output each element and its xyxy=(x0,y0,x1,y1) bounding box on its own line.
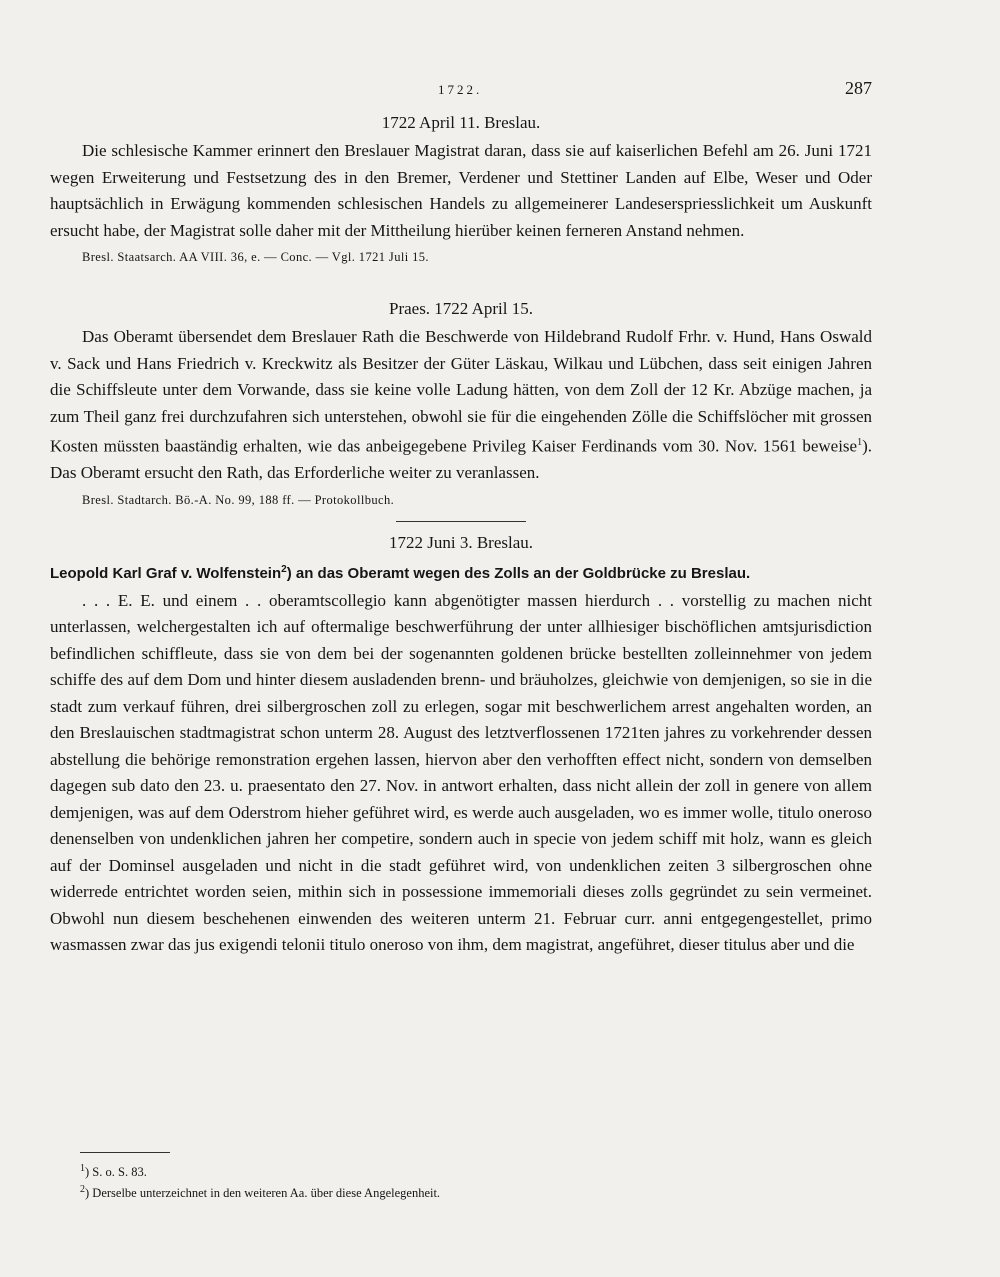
letter-title xyxy=(50,558,872,586)
footnote-1 xyxy=(80,1160,780,1181)
footnote-ref: 2 xyxy=(281,563,287,575)
page-content xyxy=(50,112,872,959)
running-head: 1722. xyxy=(438,82,483,97)
entry-1722-juni-3 xyxy=(50,532,872,959)
section-divider xyxy=(396,521,526,522)
footnote-ref: 1 xyxy=(857,437,863,448)
entry-body xyxy=(50,324,872,487)
footnote-rule xyxy=(80,1152,170,1153)
footnotes xyxy=(80,1160,780,1202)
entry-1722-april-11 xyxy=(50,112,872,266)
entry-body: Die schlesische Kammer erinnert den Breslauer Magistrat daran, dass sie auf kaiserlichen Befehl am 26. Juni 1721 wegen Erweiterung und Festsetzung des in den Bremer, Verdener und Stettiner Landen auf Elbe, Weser und Oder hauptsächlich in Erwägung kommenden schlesischen Handels zu allgemeinerer Landeserspriesslichkeit um Auskunft ersucht habe, der Magistrat solle daher mit der Mittheilung hierüber keinen ferneren Anstand nehmen. xyxy=(50,141,872,240)
footnote-text: ) Derselbe unterzeichnet in den weiteren Aa. über diese Angelegenheit. xyxy=(85,1186,441,1201)
footnote-text: ) S. o. S. 83. xyxy=(85,1165,147,1180)
footnote-mark: 2 xyxy=(80,1184,85,1196)
source-citation: Bresl. Stadtarch. Bö.-A. No. 99, 188 ff. — Protokollbuch. xyxy=(82,492,395,507)
entry-heading: 1722 April 11. Breslau. xyxy=(381,113,541,132)
entry-body-main: Das Oberamt übersendet dem Breslauer Rath die Beschwerde von Hildebrand Rudolf Frhr. v. Hund, Hans Oswald v. Sack und Hans Friedrich v. Kreckwitz als Besitzer der Güter Läskau, Wilkau und Lübchen, dass seit einigen Jahren die Schiffsleute unter dem Vorwande, dass sie keine volle Ladung hätten, von dem Zoll der 12 Kr. Abzüge machen, ja zum Theil ganz frei durchzufahren sich unterstehen, obwohl sie für die eingehenden Zölle die Schiffslöcher mit grossen Kosten müssten baaständig erhalten, wie das anbeigegebene Privileg Kaiser Ferdinands vom 30. Nov. 1561 beweise xyxy=(50,327,872,456)
footnote-mark: 1 xyxy=(80,1163,85,1174)
entry-heading: 1722 Juni 3. Breslau. xyxy=(388,532,534,552)
entry-praes-1722-april-15 xyxy=(50,298,872,509)
entry-heading: Praes. 1722 April 15. xyxy=(388,299,534,318)
letter-title-rest: ) an das Oberamt wegen des Zolls an der Goldbrücke zu Breslau. xyxy=(286,564,751,582)
entry-body-rest: ). Das Oberamt ersucht den Rath, das Erforderliche weiter zu veranlassen. xyxy=(50,436,872,483)
page-header xyxy=(50,78,872,102)
page-number: 287 xyxy=(845,78,872,98)
letter-body: . . . E. E. und einem . . oberamtscollegio kann abgenötigter massen hierdurch . . vorstellig zu machen nicht unterlassen, welchergestalten ich auf oftermalige beschwerführung der unter allhiesiger bischöflichen amtsjurisdiction befindlichen schiffleute, dass sie von dem bei der sogenannten goldenen brücke bestellten zolleinnehmer von jedem schiffe des auf dem Dom und hinter diesem ausladenden brenn- und bräuholzes, gleichwie von demjenigen, so sie in die stadt zum verkauf führen, drei silbergroschen zoll zu erlegen, sogar mit beschwerlichem arrest angehalten worden, an den Breslauischen stadtmagistrat schon unterm 28. August des letztverflossenen 1721ten jahres zu vorkehrender dessen abstellung die behörige remonstration ergehen lassen, hiervon aber den verhofften effect nicht, sondern von demselben dagegen sub dato den 23. u. praesentato den 27. Nov. in antwort erhalten, dass nicht allein der zoll in genere von allem demjenigen, was auf dem Oderstrom hieher geführet wird, es werde auch ausgeladen, wo es immer wolle, titulo oneroso denenselben von undenklichen jahren her competire, sondern auch in specie von jedem schiff mit holz, wann es gleich auf der Dominsel ausgeladen und nicht in die stadt geführet wird, von undenklichen zeiten 3 silbergroschen ohne widerrede entrichtet worden seien, mithin sich in possessione immemoriali dieses zolls gegründet zu sein vermeinet. Obwohl nun diesem beschehenen einwenden des weiteren unterm 21. Februar curr. anni entgegengestellet, primo wasmassen zwar das jus exigendi telonii titulo oneroso von ihm, dem magistrat, angeführet, dieser titulus aber und die xyxy=(50,590,872,955)
footnote-2 xyxy=(80,1181,780,1202)
source-citation: Bresl. Staatsarch. AA VIII. 36, e. — Conc. — Vgl. 1721 Juli 15. xyxy=(82,250,429,264)
letter-title-main: Leopold Karl Graf v. Wolfenstein xyxy=(50,564,282,582)
